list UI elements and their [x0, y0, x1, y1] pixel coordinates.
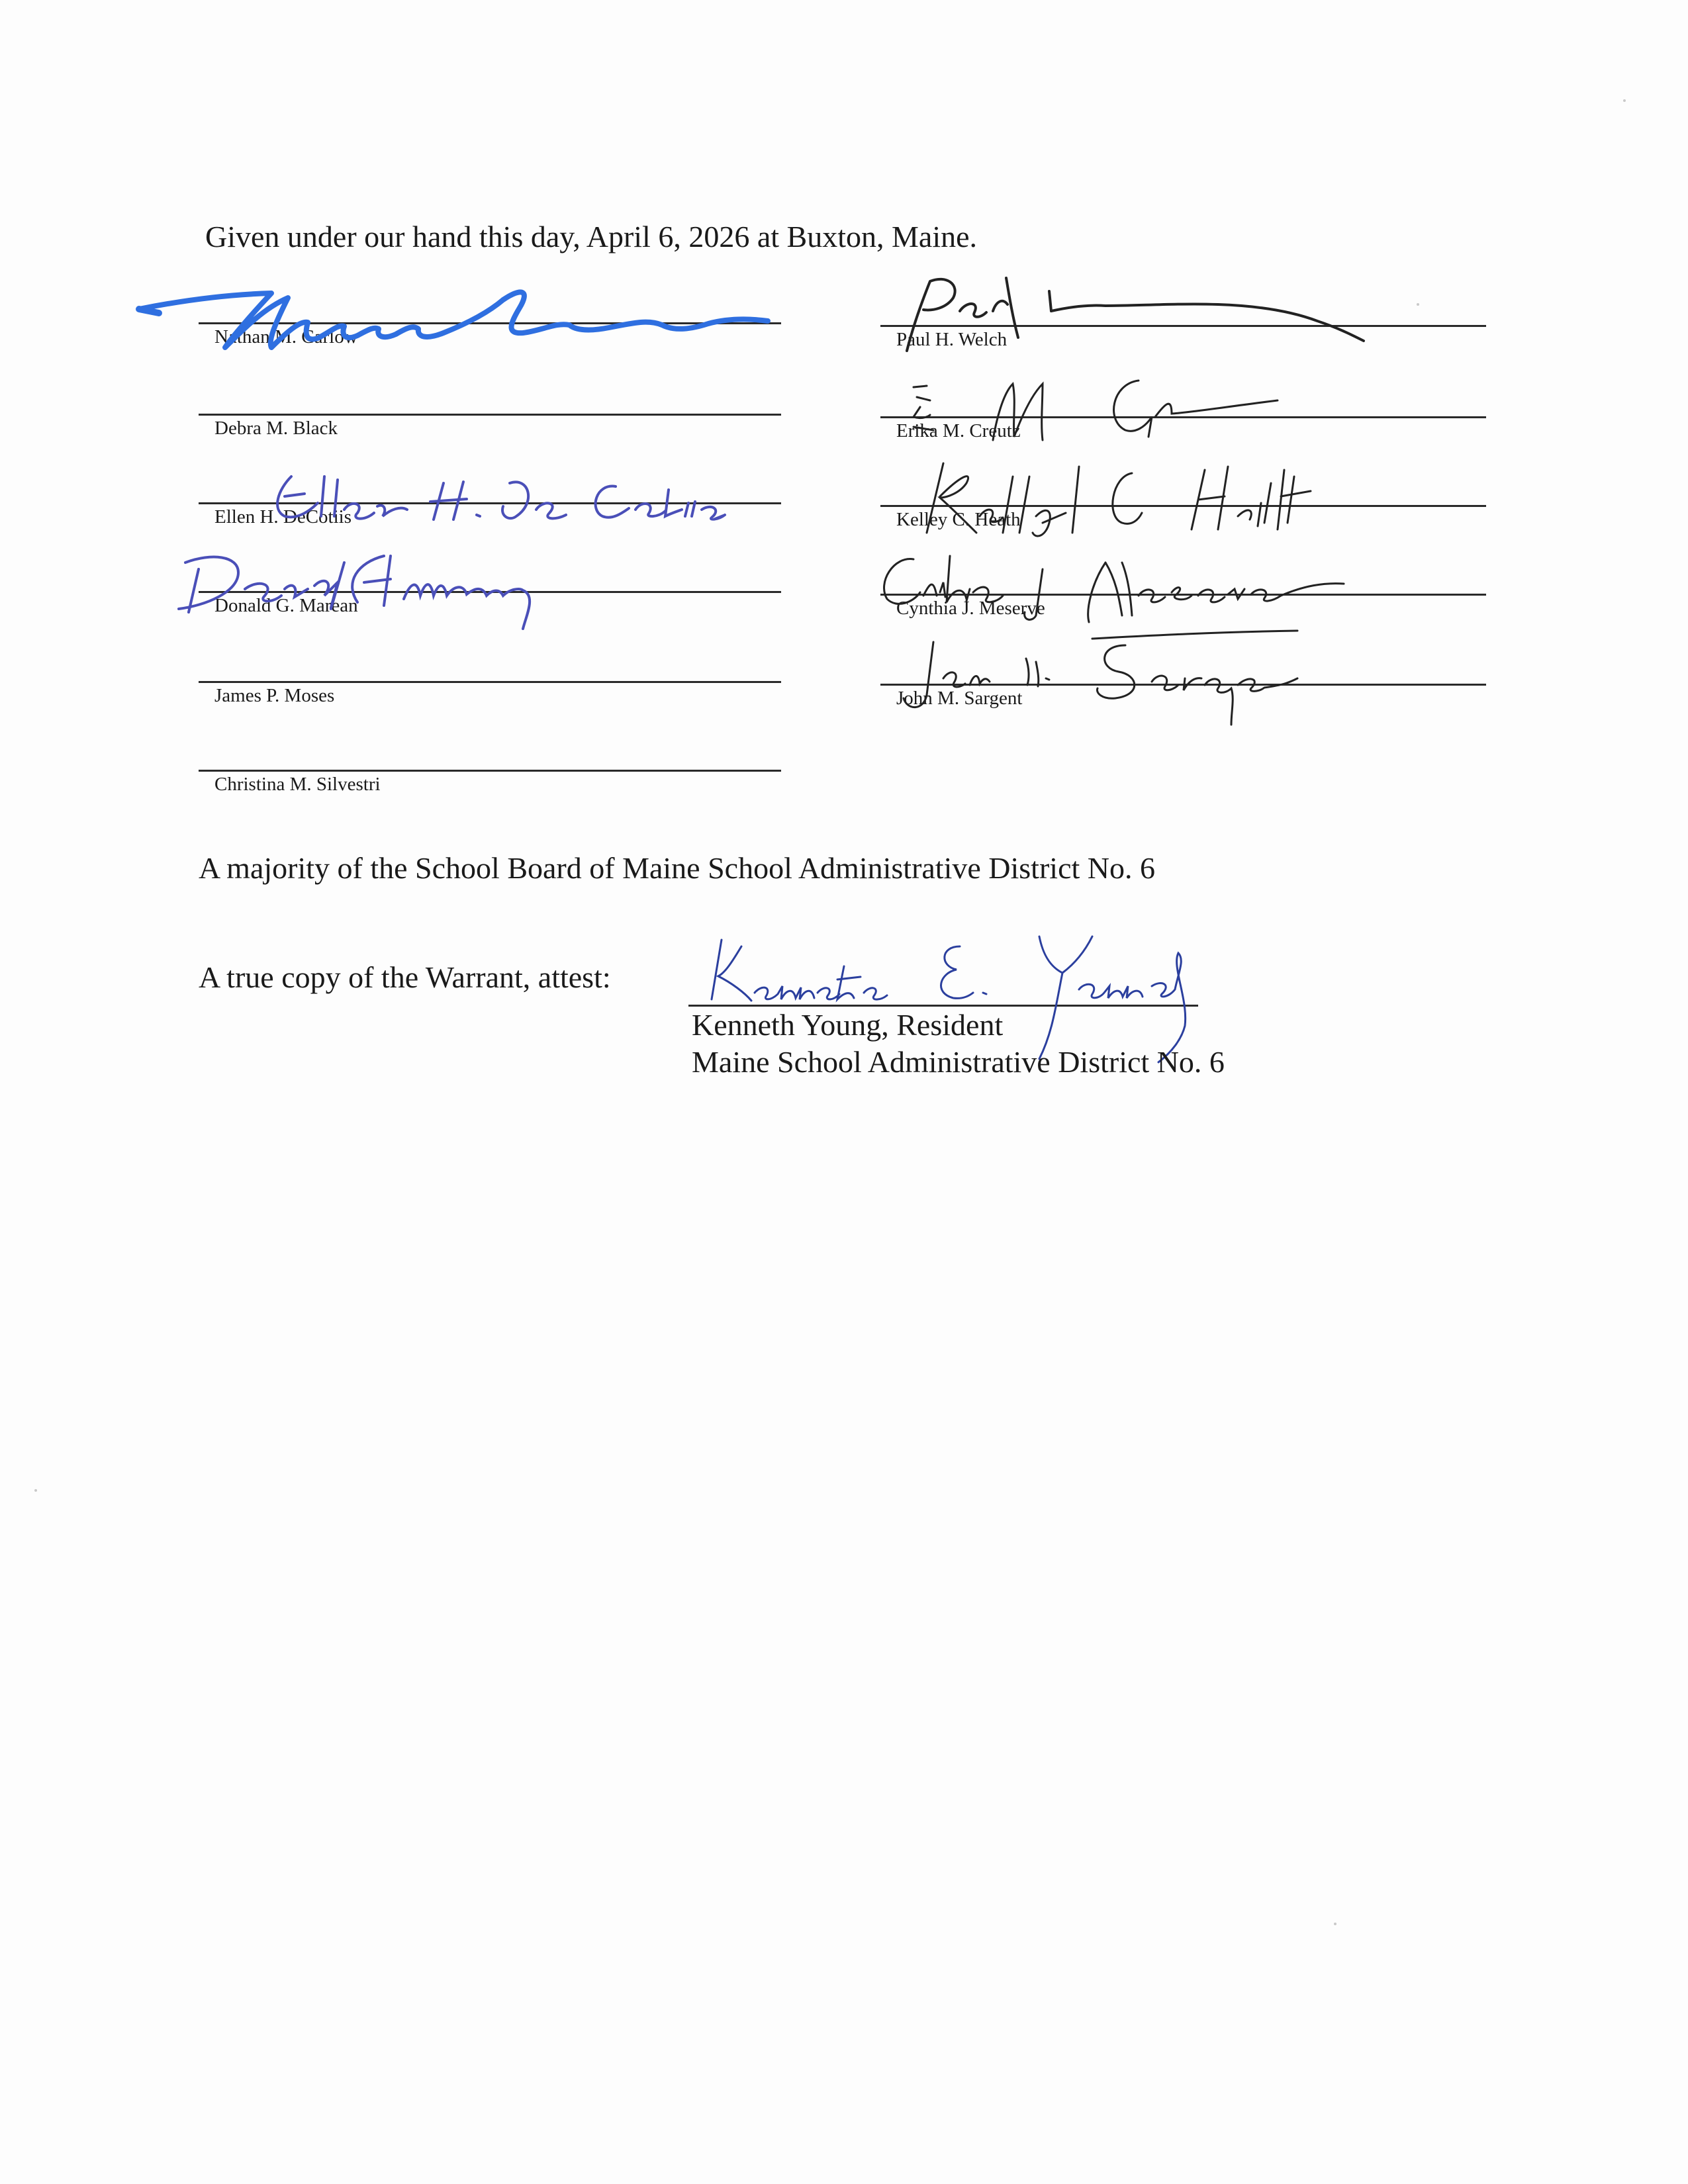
signature-sargent	[887, 632, 1337, 731]
signer-name: James P. Moses	[214, 685, 335, 706]
signer-name: Cynthia J. Meserve	[896, 598, 1045, 619]
signature-block-moses	[199, 650, 781, 729]
signer-name: John M. Sargent	[896, 688, 1023, 709]
signer-name: Debra M. Black	[214, 418, 338, 439]
signature-decotiis	[265, 463, 728, 536]
signer-name: Ellen H. DeCotiis	[214, 506, 352, 527]
scan-speck	[34, 1489, 37, 1492]
signature-block-black	[199, 383, 781, 462]
signature-line	[199, 770, 781, 772]
signature-creutz	[894, 367, 1304, 453]
signer-name: Kelley C. Heath	[896, 509, 1021, 530]
signature-block-silvestri	[199, 739, 781, 818]
signature-carlow	[132, 275, 781, 374]
signature-heath	[914, 457, 1337, 543]
given-under-hand-text: Given under our hand this day, April 6, 2026 at Buxton, Maine.	[205, 220, 978, 253]
signer-name: Erika M. Creutz	[896, 420, 1021, 441]
attest-name: Kenneth Young, Resident	[692, 1008, 1004, 1042]
signer-name: Paul H. Welch	[896, 329, 1008, 350]
scan-speck	[1623, 99, 1626, 102]
attest-label: A true copy of the Warrant, attest:	[199, 960, 611, 994]
signer-name: Nathan M. Carlow	[214, 326, 358, 347]
signature-welch	[887, 271, 1410, 357]
signer-name: Donald G. Marean	[214, 595, 358, 616]
signature-line	[199, 414, 781, 416]
signer-name: Christina M. Silvestri	[214, 774, 381, 795]
scan-speck	[1334, 1923, 1336, 1925]
signature-marean	[165, 543, 576, 642]
attest-district: Maine School Administrative District No. 6	[692, 1045, 1225, 1079]
signature-meserve	[867, 543, 1357, 629]
majority-statement: A majority of the School Board of Maine School Administrative District No. 6	[199, 851, 1155, 885]
scan-speck	[1417, 303, 1419, 306]
signature-line	[199, 681, 781, 683]
